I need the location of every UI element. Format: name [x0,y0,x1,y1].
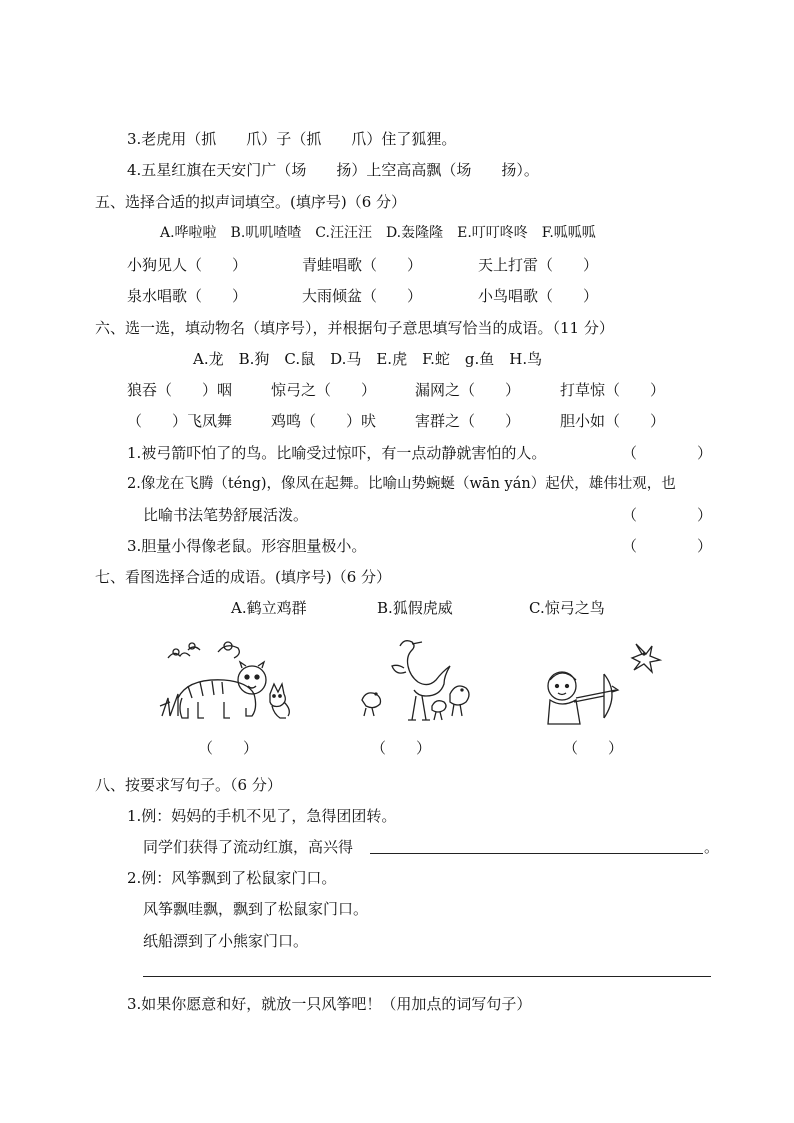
sec5-blank-3[interactable]: 天上打雷（ ） [478,256,599,274]
sec5-options: A.哗啦啦 B.叽叽喳喳 C.汪汪汪 D.轰隆隆 E.叮叮咚咚 F.呱呱呱 [160,225,596,241]
sec4-item-4: 4.五星红旗在天安门广（场 扬）上空高高飘（场 扬）。 [127,161,539,179]
sec5-blank-1[interactable]: 小狗见人（ ） [127,256,248,274]
sec6-idiom-8[interactable]: 胆小如（ ） [560,412,666,430]
sec4-item-3: 3.老虎用（抓 爪）子（抓 爪）住了狐狸。 [127,130,457,148]
sec6-question-3: 3.胆量小得像老鼠。形容胆量极小。 [127,537,367,555]
sec7-answer-3[interactable]: （ ） [563,739,624,757]
crane-chickens-illustration [356,636,478,724]
sec5-blank-6[interactable]: 小鸟唱歌（ ） [478,287,599,305]
sec6-question-2-cont: 比喻书法笔势舒展活泼。 [143,506,309,524]
sec6-answer-1[interactable]: （ ） [622,444,713,462]
sec5-blank-4[interactable]: 泉水唱歌（ ） [127,287,248,305]
sec7-option-a: A.鹤立鸡群 [231,599,307,617]
sec7-heading: 七、看图选择合适的成语。(填序号)（6 分） [95,568,392,586]
sec8-heading: 八、按要求写句子。（6 分） [95,776,282,794]
sec6-options: A.龙 B.狗 C.鼠 D.马 E.虎 F.蛇 g.鱼 H.鸟 [193,350,543,368]
tiger-fox-illustration [158,636,294,724]
sec5-blank-5[interactable]: 大雨倾盆（ ） [302,287,423,305]
sec6-idiom-6[interactable]: 鸡鸣（ ）吠 [271,412,377,430]
sec8-answer-line-1[interactable] [370,853,703,854]
sec7-answer-2[interactable]: （ ） [371,739,432,757]
sec8-example-2-model: 风筝飘哇飘，飘到了松鼠家门口。 [143,900,369,918]
sec8-example-2: 2.例：风筝飘到了松鼠家门口。 [127,869,337,887]
sec8-task-1: 同学们获得了流动红旗，高兴得 [143,838,354,856]
sec6-idiom-2[interactable]: 惊弓之（ ） [271,381,377,399]
sec7-answer-1[interactable]: （ ） [198,739,259,757]
sec6-idiom-3[interactable]: 漏网之（ ） [415,381,521,399]
sec8-task-1-period: 。 [704,838,720,856]
sec6-idiom-1[interactable]: 狼吞（ ）咽 [127,381,233,399]
sec8-answer-line-2[interactable] [143,976,711,977]
sec6-question-1: 1.被弓箭吓怕了的鸟。比喻受过惊吓，有一点动静就害怕的人。 [127,444,547,462]
sec8-task-2: 纸船漂到了小熊家门口。 [143,932,309,950]
sec6-idiom-7[interactable]: 害群之（ ） [415,412,521,430]
sec7-option-b: B.狐假虎威 [377,599,453,617]
sec5-heading: 五、选择合适的拟声词填空。(填序号)（6 分） [95,193,407,211]
sec5-blank-2[interactable]: 青蛙唱歌（ ） [302,256,423,274]
sec6-answer-3[interactable]: （ ） [622,537,713,555]
sec8-question-3: 3.如果你愿意和好，就放一只风筝吧！（用加点的词写句子） [127,995,532,1013]
sec8-example-1: 1.例：妈妈的手机不见了，急得团团转。 [127,807,397,825]
sec7-option-c: C.惊弓之鸟 [529,599,605,617]
sec6-idiom-4[interactable]: 打草惊（ ） [560,381,666,399]
sec6-idiom-5[interactable]: （ ）飞凤舞 [127,412,233,430]
sec6-answer-2[interactable]: （ ） [622,506,713,524]
archer-bird-illustration [540,636,664,728]
sec6-question-2: 2.像龙在飞腾（téng)，像凤在起舞。比喻山势蜿蜒（wān yán）起伏，雄伟壮观，也 [127,476,676,492]
sec6-heading: 六、选一选，填动物名（填序号），并根据句子意思填写恰当的成语。（11 分） [95,319,614,337]
